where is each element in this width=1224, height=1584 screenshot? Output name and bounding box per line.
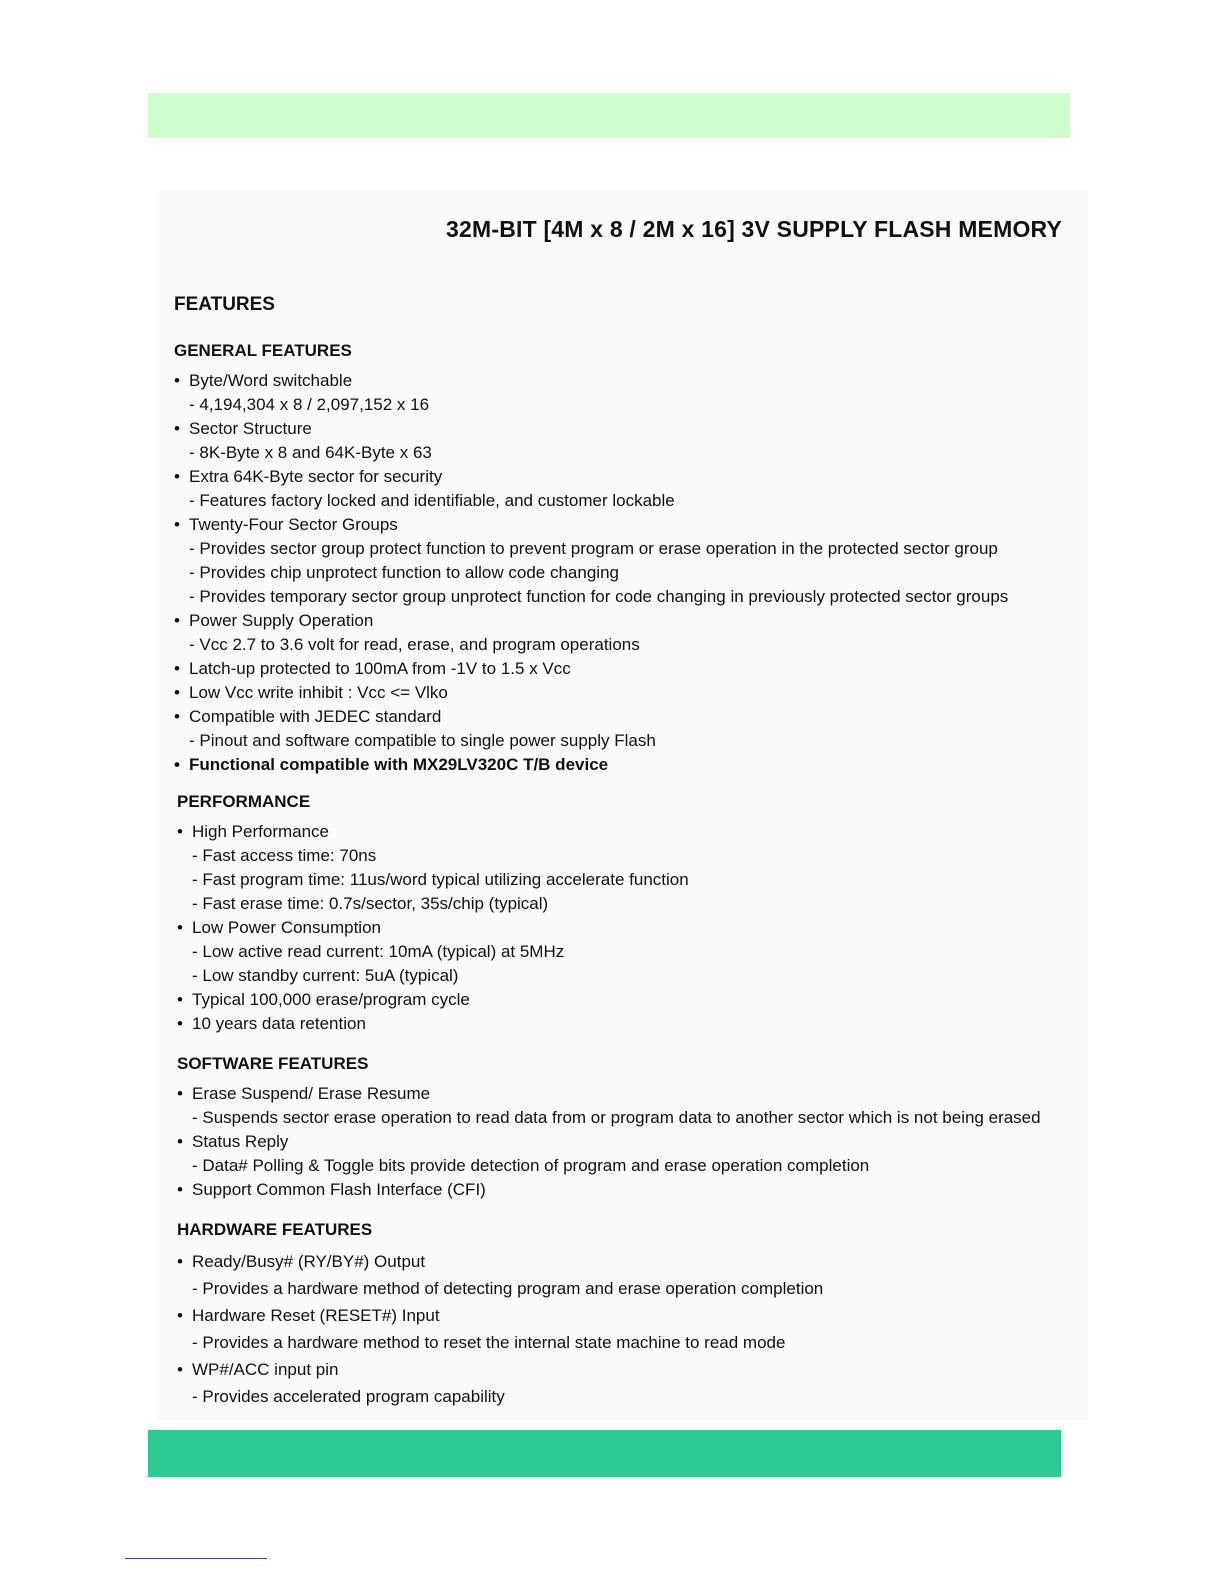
bullet-icon: •	[177, 1132, 183, 1151]
feature-item-text: Status Reply	[192, 1132, 289, 1151]
feature-item	[174, 369, 1008, 393]
feature-item	[177, 916, 689, 940]
bullet-icon: •	[177, 1014, 183, 1033]
feature-detail: - Provides accelerated program capability	[192, 1387, 505, 1406]
feature-item	[177, 1248, 823, 1275]
bullet-icon: •	[177, 990, 183, 1009]
feature-detail: - Fast access time: 70ns	[192, 846, 377, 865]
document-title: 32M-BIT [4M x 8 / 2M x 16] 3V SUPPLY FLASH MEMORY	[446, 216, 1063, 242]
feature-item	[177, 1130, 1041, 1154]
feature-list	[177, 1082, 1041, 1202]
feature-item-text: Hardware Reset (RESET#) Input	[192, 1306, 440, 1325]
bullet-icon: •	[174, 755, 180, 774]
section-heading: PERFORMANCE	[177, 792, 311, 811]
feature-detail: - Provides sector group protect function to prevent program or erase operation in the protected sector group	[189, 539, 998, 558]
feature-detail: - Provides temporary sector group unprotect function for code changing in previously protected sector groups	[189, 587, 1009, 606]
feature-item-text: Sector Structure	[189, 419, 312, 438]
bullet-icon: •	[174, 707, 180, 726]
section-performance	[177, 790, 689, 1036]
feature-item	[174, 417, 1008, 441]
bullet-icon: •	[177, 822, 183, 841]
bullet-icon: •	[174, 659, 180, 678]
feature-detail: - Data# Polling & Toggle bits provide detection of program and erase operation completion	[192, 1156, 870, 1175]
feature-item-text: WP#/ACC input pin	[192, 1360, 339, 1379]
feature-item-text: Latch-up protected to 100mA from -1V to 1.5 x Vcc	[189, 659, 571, 678]
bullet-icon: •	[174, 419, 180, 438]
feature-item-text: Power Supply Operation	[189, 611, 374, 630]
feature-item	[177, 1012, 689, 1036]
feature-item-text: Functional compatible with MX29LV320C T/B device	[189, 755, 609, 774]
feature-item	[177, 988, 689, 1012]
bullet-icon: •	[177, 1180, 183, 1199]
feature-list	[174, 369, 1008, 777]
feature-detail: - Features factory locked and identifiable, and customer lockable	[189, 491, 675, 510]
feature-item	[177, 1302, 823, 1329]
feature-item	[174, 465, 1008, 489]
bullet-icon: •	[177, 918, 183, 937]
bullet-icon: •	[174, 611, 180, 630]
footer-band	[148, 1430, 1061, 1477]
feature-item	[174, 705, 1008, 729]
feature-detail: - Provides a hardware method of detecting program and erase operation completion	[192, 1279, 824, 1298]
section-software-features	[177, 1052, 1041, 1202]
bullet-icon: •	[174, 371, 180, 390]
feature-item-text: Support Common Flash Interface (CFI)	[192, 1180, 486, 1199]
feature-item-text: 10 years data retention	[192, 1014, 366, 1033]
feature-detail: - 4,194,304 x 8 / 2,097,152 x 16	[189, 395, 430, 414]
feature-detail: - Low standby current: 5uA (typical)	[192, 966, 459, 985]
feature-item	[174, 681, 1008, 705]
bullet-icon: •	[177, 1084, 183, 1103]
feature-item-text: Compatible with JEDEC standard	[189, 707, 442, 726]
feature-item-text: Low Power Consumption	[192, 918, 381, 937]
feature-detail: - Provides a hardware method to reset the internal state machine to read mode	[192, 1333, 786, 1352]
feature-item	[174, 609, 1008, 633]
feature-detail: - Vcc 2.7 to 3.6 volt for read, erase, and program operations	[189, 635, 640, 654]
feature-detail: - Suspends sector erase operation to read data from or program data to another sector which is not being erased	[192, 1108, 1041, 1127]
bullet-icon: •	[177, 1252, 183, 1271]
feature-item-text: Extra 64K-Byte sector for security	[189, 467, 443, 486]
feature-item	[177, 1082, 1041, 1106]
feature-detail: - 8K-Byte x 8 and 64K-Byte x 63	[189, 443, 432, 462]
feature-item-text: Ready/Busy# (RY/BY#) Output	[192, 1252, 426, 1271]
feature-list	[177, 1248, 823, 1410]
feature-item	[177, 1356, 823, 1383]
feature-item-text: Low Vcc write inhibit : Vcc <= Vlko	[189, 683, 448, 702]
bullet-icon: •	[174, 467, 180, 486]
feature-item	[174, 657, 1008, 681]
section-heading: GENERAL FEATURES	[174, 341, 352, 360]
section-hardware-features	[177, 1218, 823, 1410]
feature-item	[177, 1178, 1041, 1202]
feature-item-text: Typical 100,000 erase/program cycle	[192, 990, 470, 1009]
feature-item-text: Byte/Word switchable	[189, 371, 353, 390]
feature-item	[174, 513, 1008, 537]
footer-rule	[125, 1558, 267, 1559]
section-heading: HARDWARE FEATURES	[177, 1220, 373, 1239]
section-heading: SOFTWARE FEATURES	[177, 1054, 369, 1073]
feature-detail: - Provides chip unprotect function to allow code changing	[189, 563, 619, 582]
bullet-icon: •	[174, 515, 180, 534]
feature-detail: - Fast erase time: 0.7s/sector, 35s/chip (typical)	[192, 894, 549, 913]
bullet-icon: •	[174, 683, 180, 702]
section-general-features	[174, 339, 1008, 777]
features-heading: FEATURES	[174, 294, 275, 315]
feature-item	[177, 820, 689, 844]
feature-item-text: Erase Suspend/ Erase Resume	[192, 1084, 431, 1103]
bullet-icon: •	[177, 1306, 183, 1325]
feature-detail: - Pinout and software compatible to single power supply Flash	[189, 731, 656, 750]
feature-detail: - Low active read current: 10mA (typical) at 5MHz	[192, 942, 565, 961]
feature-list	[177, 820, 689, 1036]
bullet-icon: •	[177, 1360, 183, 1379]
header-band	[148, 93, 1070, 138]
feature-detail: - Fast program time: 11us/word typical utilizing accelerate function	[192, 870, 689, 889]
feature-item	[174, 753, 1008, 777]
feature-item-text: High Performance	[192, 822, 330, 841]
feature-item-text: Twenty-Four Sector Groups	[189, 515, 398, 534]
